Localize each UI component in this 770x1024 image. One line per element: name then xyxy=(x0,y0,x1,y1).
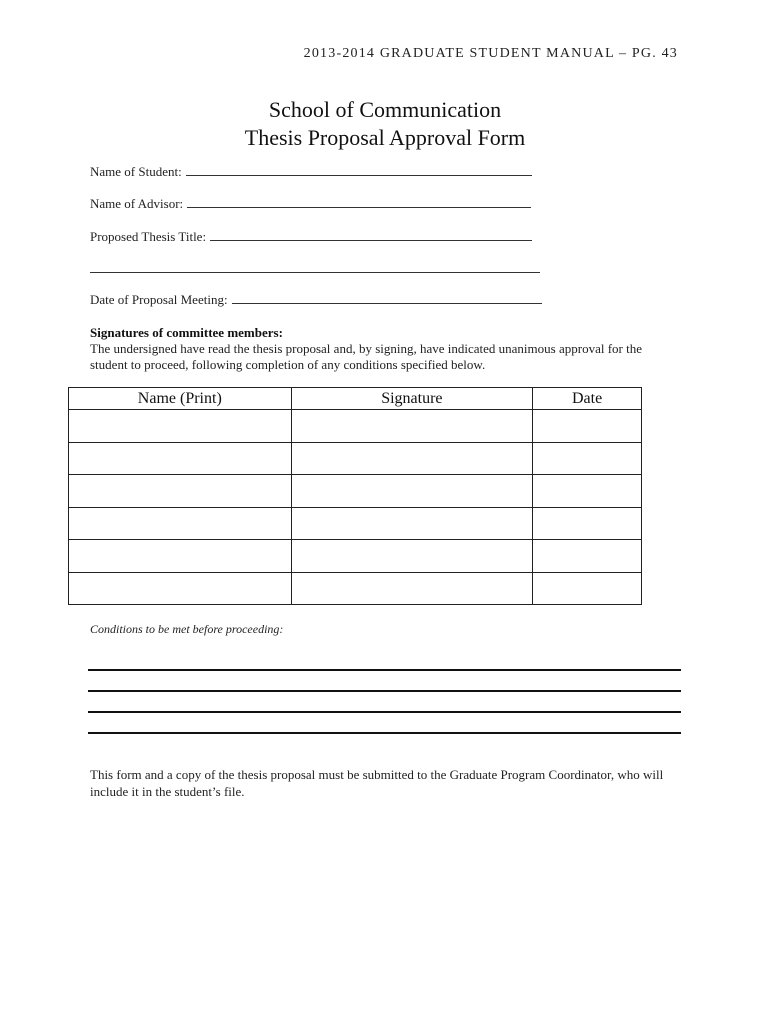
column-header-date: Date xyxy=(533,388,642,410)
column-header-signature: Signature xyxy=(291,388,533,410)
table-row xyxy=(69,572,642,605)
advisor-name-label: Name of Advisor: xyxy=(90,196,184,211)
table-row xyxy=(69,507,642,540)
thesis-title-field[interactable] xyxy=(90,228,532,245)
advisor-name-field[interactable] xyxy=(90,195,531,212)
signatures-heading: Signatures of committee members: xyxy=(90,325,283,340)
page-header: 2013-2014 GRADUATE STUDENT MANUAL – PG. 43 xyxy=(303,46,678,61)
name-cell[interactable] xyxy=(69,475,292,508)
submission-instructions: This form and a copy of the thesis proposal must be submitted to the Graduate Program Coordinator, who will include it in the student’s file. xyxy=(90,767,664,799)
condition-line-4[interactable] xyxy=(88,732,681,734)
signature-cell[interactable] xyxy=(291,540,533,573)
name-cell[interactable] xyxy=(69,540,292,573)
signature-cell[interactable] xyxy=(291,442,533,475)
condition-line-2[interactable] xyxy=(88,690,681,692)
name-cell[interactable] xyxy=(69,442,292,475)
name-cell[interactable] xyxy=(69,572,292,605)
committee-signature-table xyxy=(68,387,642,605)
thesis-title-line[interactable] xyxy=(210,228,532,241)
student-name-label: Name of Student: xyxy=(90,164,182,179)
table-header-row xyxy=(69,388,642,410)
table-row xyxy=(69,410,642,443)
table-row xyxy=(69,442,642,475)
signature-cell[interactable] xyxy=(291,572,533,605)
meeting-date-line[interactable] xyxy=(232,291,542,304)
condition-line-1[interactable] xyxy=(88,669,681,671)
form-name: Thesis Proposal Approval Form xyxy=(244,125,526,150)
conditions-label: Conditions to be met before proceeding: xyxy=(90,622,284,636)
date-cell[interactable] xyxy=(533,475,642,508)
form-title xyxy=(0,96,770,152)
advisor-name-line[interactable] xyxy=(187,195,531,208)
table-row xyxy=(69,540,642,573)
signatures-description: The undersigned have read the thesis proposal and, by signing, have indicated unanimous approval for the student to proceed, following completion of any conditions specified below. xyxy=(90,341,642,372)
column-header-name: Name (Print) xyxy=(69,388,292,410)
date-cell[interactable] xyxy=(533,410,642,443)
student-name-field[interactable] xyxy=(90,163,532,180)
table-row xyxy=(69,475,642,508)
name-cell[interactable] xyxy=(69,507,292,540)
meeting-date-field[interactable] xyxy=(90,291,542,308)
condition-line-3[interactable] xyxy=(88,711,681,713)
signature-cell[interactable] xyxy=(291,475,533,508)
student-name-line[interactable] xyxy=(186,163,532,176)
thesis-title-continuation-line[interactable] xyxy=(90,272,540,273)
school-name: School of Communication xyxy=(268,97,502,122)
date-cell[interactable] xyxy=(533,572,642,605)
signature-cell[interactable] xyxy=(291,507,533,540)
thesis-title-label: Proposed Thesis Title: xyxy=(90,229,207,244)
date-cell[interactable] xyxy=(533,540,642,573)
name-cell[interactable] xyxy=(69,410,292,443)
date-cell[interactable] xyxy=(533,442,642,475)
date-cell[interactable] xyxy=(533,507,642,540)
signature-cell[interactable] xyxy=(291,410,533,443)
meeting-date-label: Date of Proposal Meeting: xyxy=(90,292,228,307)
